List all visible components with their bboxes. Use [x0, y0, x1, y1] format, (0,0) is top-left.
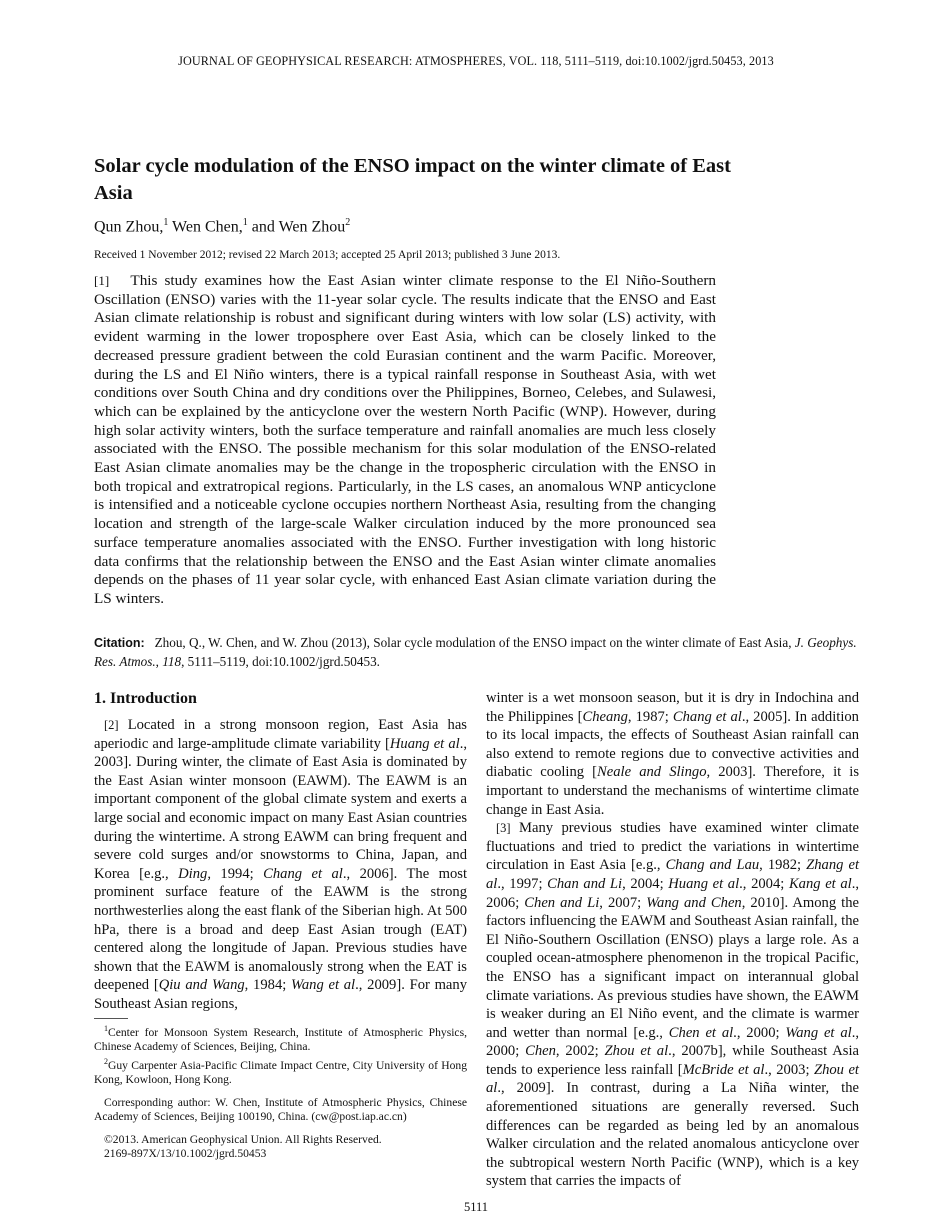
- article-title: Solar cycle modulation of the ENSO impact on the winter climate of East Asia: [94, 155, 731, 204]
- citation-text: Zhou, Q., W. Chen, and W. Zhou (2013), Solar cycle modulation of the ENSO impact on the winter climate of East Asia,: [154, 635, 792, 650]
- citation-pages: , 5111–5119, doi:10.1002/jgrd.50453.: [181, 653, 380, 669]
- left-column: [94, 689, 467, 1014]
- author-list: [94, 217, 350, 236]
- author-name: Qun Zhou,: [94, 218, 164, 236]
- citation-volume: 118: [162, 653, 182, 669]
- footnote-text: Center for Monsoon System Research, Institute of Atmospheric Physics, Chinese Academy of Sciences, Beijing, China.: [94, 1025, 467, 1054]
- footnote-2: $^2$Guy Carpenter Asia-Pacific Climate Impact Centre, City University of Hong Kong, Kowloon, Hong Kong.: [94, 1056, 467, 1087]
- intro-paragraph-3: [3] Many previous studies have examined winter climate fluctuations and tried to predict the variations in wintertime circulation in East Asia [e.g., Chang and Lau, 1982; Zhang et al., 1997; Chan and Li, 2004; Huang et al., 2004; Kang et al., 2006; Chen and Li, 2007; Wang and Chen, 2010]. Among the factors influencing the EAWM and Southeast Asian rainfall, the El Niño-Southern Oscillation (ENSO) plays a large role. As a coupled ocean-atmosphere phenomenon in the tropical Pacific, the ENSO has a significant impact on interannual global climate variations. As previous studies have shown, the EAWM is weaker during an El Niño event, and the climate is warmer and wetter than normal [e.g., Chen et al., 2000; Wang et al., 2000; Chen, 2002; Zhou et al., 2007b], while Southeast Asia tends to experience less rainfall [McBride et al., 2003; Zhou et al., 2009]. In contrast, during a La Niña winter, the aforementioned situations are generally reversed. Such differences can be regarded as being led by an anomalous Walker circulation and the related anomalous anticyclone over the subtropical western North Pacific (WNP), which is a key system that carries the impacts of: [486, 820, 860, 1190]
- affiliation-mark: 2: [345, 217, 351, 228]
- copyright: ©2013. American Geophysical Union. All Rights Reserved.: [104, 1132, 382, 1146]
- issn: 2169-897X/13/10.1002/jgrd.50453: [104, 1147, 267, 1161]
- author-name: and Wen Zhou: [251, 218, 346, 236]
- footnotes: [94, 1018, 467, 1162]
- footnote-rule: [94, 1018, 128, 1019]
- received-dates: Received 1 November 2012; revised 22 March 2013; accepted 25 April 2013; published 3 June 2013.: [94, 249, 561, 261]
- corresponding-author: Corresponding author: W. Chen, Institute of Atmospheric Physics, Chinese Academy of Sciences, Beijing 100190, China. (cw@post.iap.ac.cn): [94, 1095, 467, 1124]
- footnote-1: $^1$Center for Monsoon System Research, Institute of Atmospheric Physics, Chinese Academy of Sciences, Beijing, China.: [94, 1024, 467, 1054]
- citation-journal: J. Geophys. Res. Atmos.: [94, 635, 857, 669]
- paragraph-number: [2]: [104, 718, 119, 732]
- affiliation-mark: 1: [242, 217, 248, 228]
- citation: Citation: Zhou, Q., W. Chen, and W. Zhou (2013), Solar cycle modulation of the ENSO impact on the winter climate of East Asia, J. Geophys. Res. Atmos., 118, 5111–5119, doi:10.1002/jgrd.50453.: [94, 635, 857, 669]
- affiliation-mark: 1: [163, 217, 169, 228]
- paragraph-number: [1]: [94, 273, 110, 288]
- intro-paragraph-2: [2] Located in a strong monsoon region, East Asia has aperiodic and large-amplitude climate variability [Huang et al., 2003]. During winter, the climate of East Asia is dominated by the East Asian winter monsoon (EAWM). The EAWM is an important component of the global climate system and exerts a large social and economic impact on many East Asian countries during the wintertime. A strong EAWM can bring frequent and severe cold surges and/or snowstorms to China, Japan, and Korea [e.g., Ding, 1994; Chang et al., 2006]. The most prominent surface feature of the EAWM is the strong northwesterlies along the east flank of the Siberian high. At 500 hPa, there is a broad and deep East Asian trough (EAT) centered along the longitude of Japan. Previous studies have shown that the EAWM is anomalously strong when the EAT is deepened [Qiu and Wang, 1984; Wang et al., 2009]. For many Southeast Asian regions,: [94, 717, 468, 1012]
- citation-label: Citation:: [94, 636, 145, 650]
- abstract: [94, 272, 716, 609]
- footnote-text: Guy Carpenter Asia-Pacific Climate Impact Centre, City University of Hong Kong, Kowloon, Hong Kong.: [94, 1058, 467, 1087]
- page-number: 5111: [463, 1200, 489, 1214]
- right-column: [486, 689, 859, 1191]
- paragraph-number: [3]: [496, 821, 511, 836]
- abstract-text: This study examines how the East Asian winter climate response to the El Niño-Southern Oscillation (ENSO) varies with the 11-year solar cycle. The results indicate that the ENSO and East Asian climate relationship is robust and significant during winters with low solar (LS) activity, with evident warming in the lower troposphere over East Asia, which can be closely linked to the decreased pressure gradient between the cold Eurasian continent and the warm Pacific. Moreover, during the LS and El Niño winters, there is a typical rainfall response in Southeast Asia, with wet conditions over South China and dry conditions over the Philippines, Borneo, Celebes, and Sulawesi, which can be explained by the anticyclone over the western North Pacific (WNP). However, during high solar activity winters, both the surface temperature and rainfall anomalies are much less closely associated with the ENSO. The possible mechanism for this solar modulation of the ENSO-related East Asian climate anomalies may be the change in the tropospheric circulation with the ENSO in both tropical and extratropical regions. Particularly, in the LS cases, an anomalous WNP anticyclone is intensified and a noticeable cyclone occupies northern Northeast Asia, resulting from the changing location and strength of the large-scale Walker circulation induced by the more pronounced sea surface temperature anomalies associated with the ENSO. Further investigation with long historic data confirms that the relationship between the ENSO and the East Asian winter climate anomalies depends on the phases of 11 year solar cycle, with enhanced East Asian climate variation during the LS winters.: [94, 272, 716, 607]
- section-heading: 1. Introduction: [94, 690, 197, 707]
- journal-header: JOURNAL OF GEOPHYSICAL RESEARCH: ATMOSPHERES, VOL. 118, 5111–5119, doi:10.1002/jgrd.50453, 2013: [178, 54, 774, 68]
- author-name: Wen Chen,: [172, 218, 243, 236]
- intro-paragraph-2-cont: winter is a wet monsoon season, but it is dry in Indochina and the Philippines [Cheang, 1987; Chang et al., 2005]. In addition to its local impacts, the effects of Southeast Asian rainfall can also extend to remote regions due to convective activities and diabatic cooling [Neale and Slingo, 2003]. Therefore, it is important to understand the mechanisms of wintertime climate change in East Asia.: [486, 690, 860, 818]
